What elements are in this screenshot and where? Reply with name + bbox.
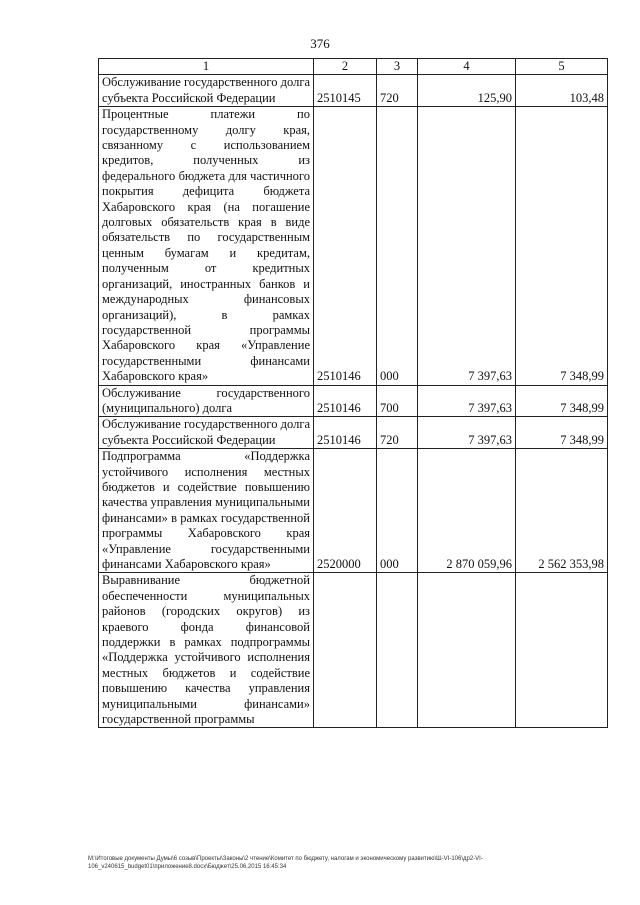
column-header-1: 1 (99, 59, 314, 75)
table-row (99, 449, 608, 573)
page-number: 376 (310, 36, 330, 51)
row-value-2: 103,48 (516, 75, 608, 107)
row-value-1: 7 397,63 (418, 385, 516, 417)
column-header-5: 5 (516, 59, 608, 75)
row-expense-type: 720 (377, 75, 418, 107)
budget-table (98, 58, 608, 728)
table-row (99, 417, 608, 449)
row-value-1: 125,90 (418, 75, 516, 107)
row-value-2: 2 562 353,98 (516, 449, 608, 573)
row-target-code: 2510146 (314, 417, 377, 449)
row-name: Процентные платежи по государственному долгу края, связанному с использованием кредитов, полученных из федерального бюджета для частичного покрытия дефицита бюджета Хабаровского края (на погашение долговых обязательств края в виде обязательств по государственным ценным бумагам и кредитам, полученным от кредитных организаций, иностранных банков и международных финансовых организаций), в рамках государственной программы Хабаровского края «Управление государственными финансами Хабаровского края» (99, 107, 314, 385)
row-value-1: 7 397,63 (418, 417, 516, 449)
document-path-footer (88, 855, 608, 871)
row-target-code: 2510145 (314, 75, 377, 107)
footer-path-line-1: M:\Итоговые документы Думы\6 созыв\Проекты\Законы\2 чтение\Комитет по бюджету, налогам и экономическому развитию\Ш-VI-106\др2-VI- (88, 856, 483, 862)
row-expense-type (377, 573, 418, 728)
column-header-3: 3 (377, 59, 418, 75)
row-target-code (314, 573, 377, 728)
row-name: Выравнивание бюджетной обеспеченности муниципальных районов (городских округов) из краевого фонда финансовой поддержки в рамках подпрограммы «Поддержка устойчивого исполнения местных бюджетов и содействие повышению качества управления муниципальными финансами» государственной программы (99, 573, 314, 728)
row-name: Обслуживание государственного долга субъекта Российской Федерации (99, 417, 314, 449)
row-target-code: 2510146 (314, 385, 377, 417)
row-name: Обслуживание государственного (муниципального) долга (99, 385, 314, 417)
table-row (99, 573, 608, 728)
row-value-1: 7 397,63 (418, 107, 516, 385)
table-row (99, 107, 608, 385)
row-target-code: 2520000 (314, 449, 377, 573)
row-value-2 (516, 573, 608, 728)
table-row (99, 385, 608, 417)
row-name: Подпрограмма «Поддержка устойчивого исполнения местных бюджетов и содействие повышению качества управления муниципальными финансами» в рамках государственной программы Хабаровского края «Управление государственными финансами Хабаровского края» (99, 449, 314, 573)
row-value-1 (418, 573, 516, 728)
row-expense-type: 000 (377, 107, 418, 385)
column-header-4: 4 (418, 59, 516, 75)
row-value-2: 7 348,99 (516, 107, 608, 385)
row-name: Обслуживание государственного долга субъекта Российской Федерации (99, 75, 314, 107)
footer-path-line-2: 106_v240615_budget01\приложение8.docx\Бюджет\25.06.2015 16:45:34 (88, 864, 287, 870)
row-value-2: 7 348,99 (516, 385, 608, 417)
row-value-2: 7 348,99 (516, 417, 608, 449)
row-expense-type: 700 (377, 385, 418, 417)
table-header-row (99, 59, 608, 75)
row-target-code: 2510146 (314, 107, 377, 385)
column-header-2: 2 (314, 59, 377, 75)
row-value-1: 2 870 059,96 (418, 449, 516, 573)
row-expense-type: 000 (377, 449, 418, 573)
table-row (99, 75, 608, 107)
row-expense-type: 720 (377, 417, 418, 449)
